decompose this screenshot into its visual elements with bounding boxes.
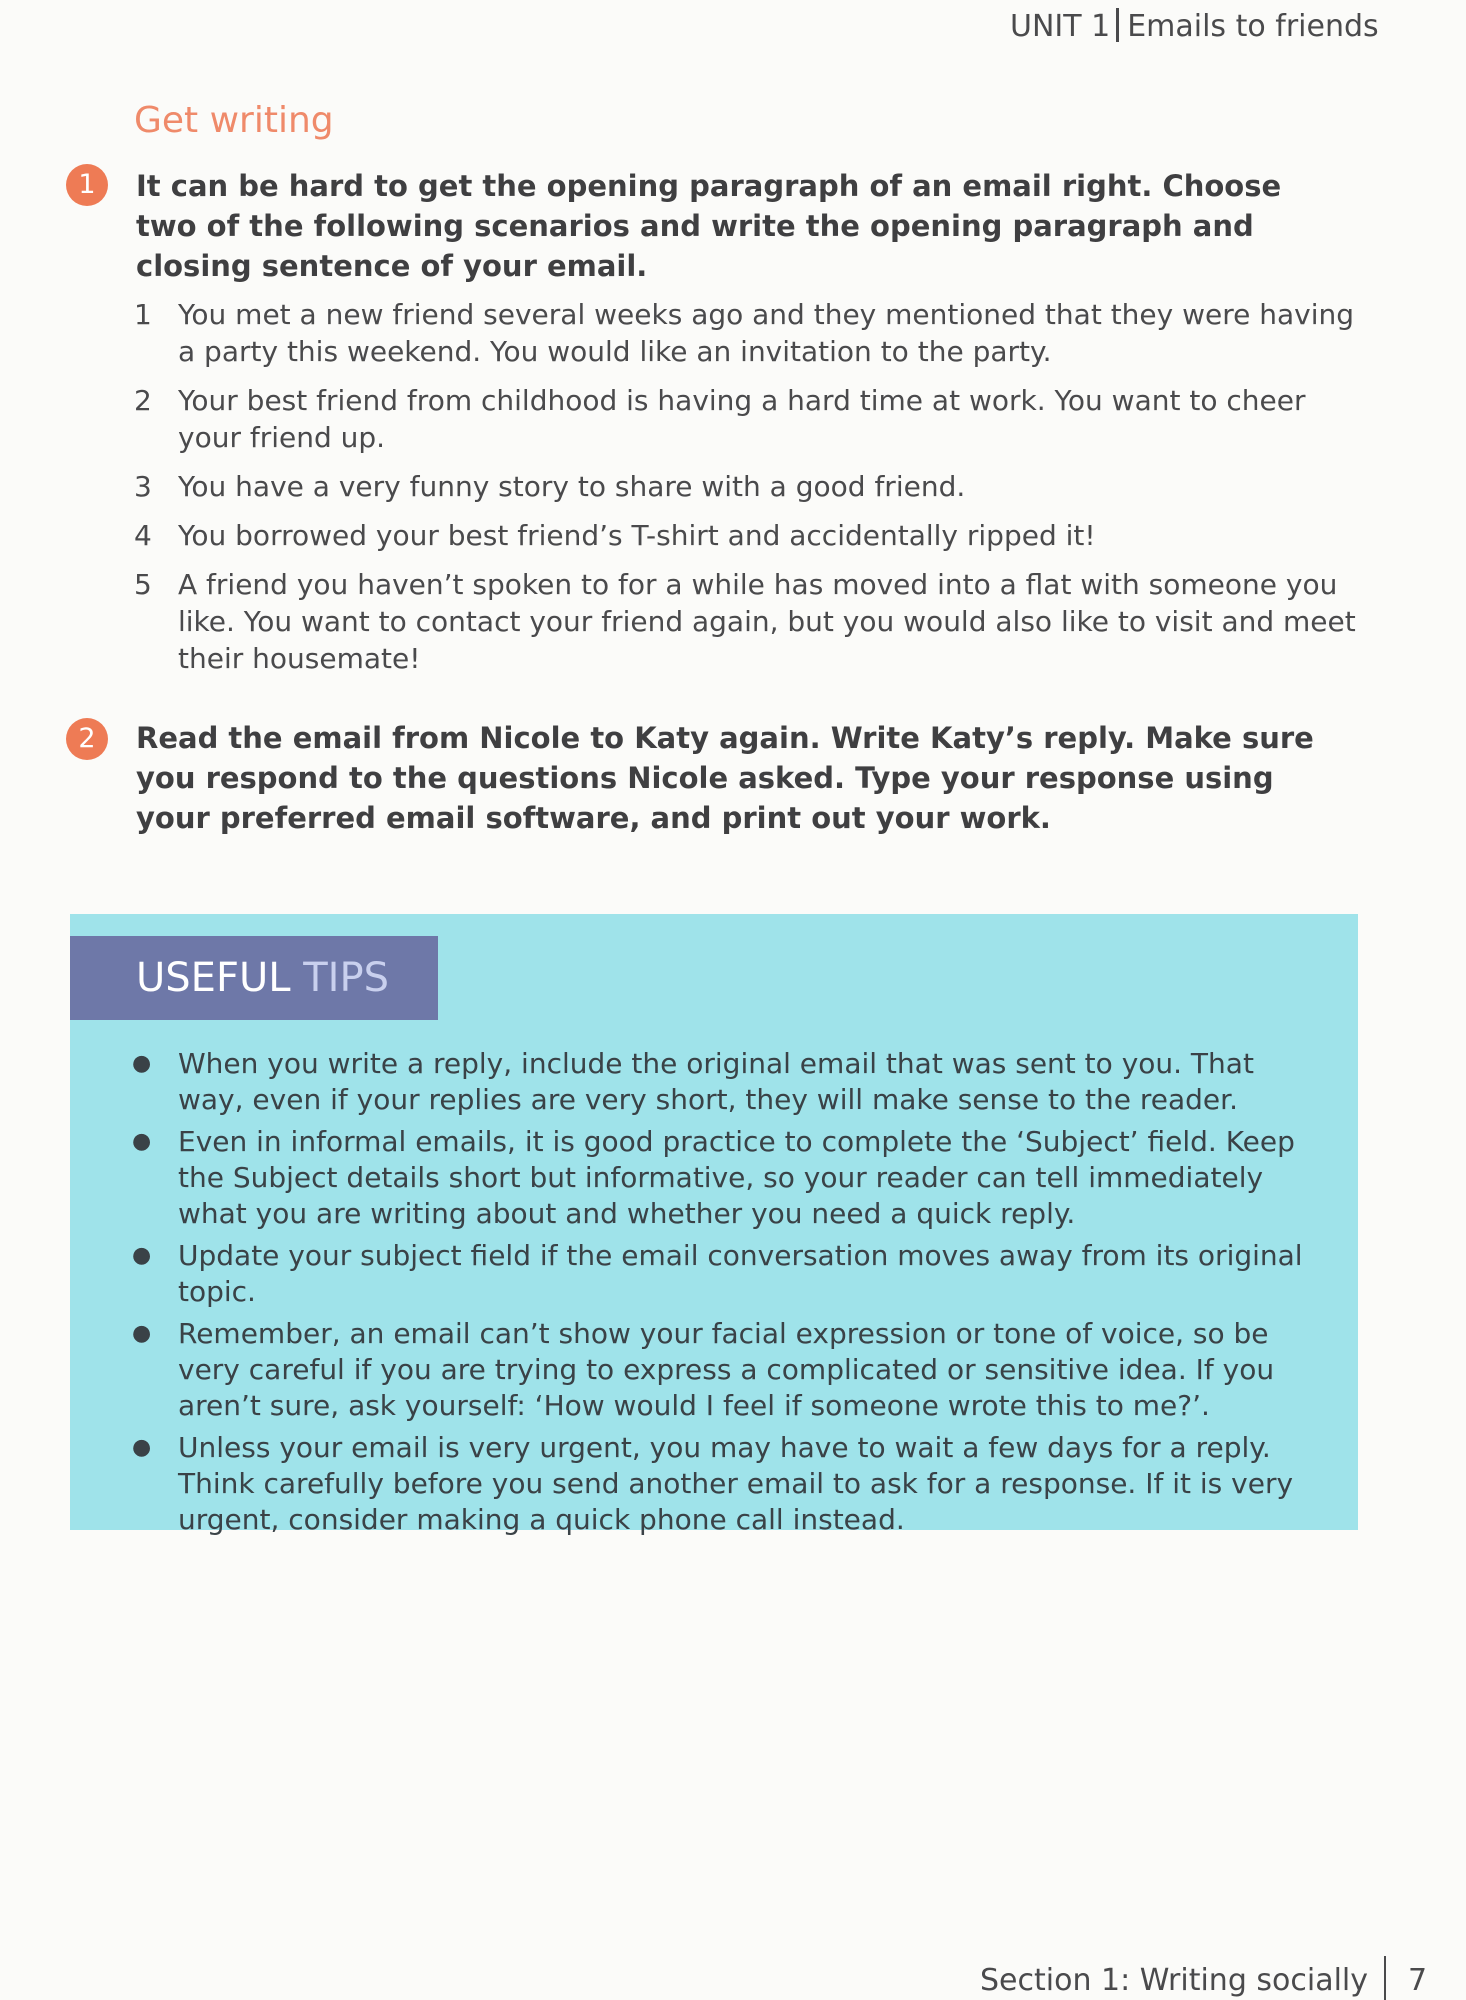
scenario-text: You met a new friend several weeks ago and they mentioned that they were having a party this weekend. You would like an invitation to the party. — [178, 298, 1355, 368]
unit-title: Emails to friends — [1127, 9, 1379, 44]
footer-separator — [1384, 1956, 1386, 2000]
useful-tips-header — [70, 936, 438, 1020]
question-2-badge: 2 — [66, 718, 108, 760]
list-item — [132, 1124, 1322, 1232]
list-item — [134, 296, 1364, 370]
tips-list — [132, 1046, 1322, 1544]
page-number: 7 — [1408, 1963, 1428, 1998]
tips-title-bold: USEFUL — [136, 955, 291, 1001]
list-item — [134, 382, 1364, 456]
scenario-text: A friend you haven’t spoken to for a while has moved into a flat with someone you like. You want to contact your friend again, but you would also like to visit and meet their housemate! — [178, 568, 1356, 675]
tip-text: Update your subject field if the email conversation moves away from its original topic. — [178, 1239, 1303, 1308]
bullet-icon: ● — [132, 1051, 152, 1076]
list-item — [132, 1046, 1322, 1118]
question-1-badge: 1 — [66, 164, 108, 206]
question-2-text: Read the email from Nicole to Katy again. Write Katy’s reply. Make sure you respond to the questions Nicole asked. Type your response using your preferred email software, and print out your work. — [136, 721, 1314, 835]
question-1-text: It can be hard to get the opening paragraph of an email right. Choose two of the following scenarios and write the opening paragraph and closing sentence of your email. — [136, 169, 1282, 283]
header-separator — [1116, 8, 1119, 42]
list-item — [134, 566, 1364, 677]
bullet-icon: ● — [132, 1321, 152, 1346]
scenario-text: Your best friend from childhood is having a hard time at work. You want to cheer your friend up. — [178, 384, 1306, 454]
scenario-number: 3 — [134, 470, 152, 503]
tip-text: When you write a reply, include the original email that was sent to you. That way, even if your replies are very short, they will make sense to the reader. — [178, 1047, 1254, 1116]
scenario-text: You borrowed your best friend’s T-shirt and accidentally ripped it! — [178, 519, 1096, 552]
scenario-number: 4 — [134, 519, 152, 552]
scenario-list — [134, 296, 1364, 689]
scenario-text: You have a very funny story to share with a good friend. — [178, 470, 966, 503]
tip-text: Even in informal emails, it is good practice to complete the ‘Subject’ field. Keep the Subject details short but informative, so your reader can tell immediately what you are writing about and whether you need a quick reply. — [178, 1125, 1295, 1230]
tips-title-light: TIPS — [303, 955, 389, 1001]
useful-tips-box — [70, 914, 1358, 1536]
bullet-icon: ● — [132, 1435, 152, 1460]
list-item — [134, 517, 1364, 554]
list-item — [132, 1430, 1322, 1538]
scenario-number: 5 — [134, 568, 152, 601]
page-footer — [980, 1956, 1427, 2000]
tip-text: Remember, an email can’t show your facial expression or tone of voice, so be very careful if you are trying to express a complicated or sensitive idea. If you aren’t sure, ask yourself: ‘How would I feel if someone wrote this to me?’. — [178, 1317, 1275, 1422]
tip-text: Unless your email is very urgent, you may have to wait a few days for a reply. Think carefully before you send another email to ask for a response. If it is very urgent, consider making a quick phone call instead. — [178, 1431, 1294, 1536]
bullet-icon: ● — [132, 1243, 152, 1268]
unit-header — [1010, 8, 1420, 44]
scenario-number: 2 — [134, 384, 152, 417]
scenario-number: 1 — [134, 298, 152, 331]
unit-label: UNIT 1 — [1010, 9, 1111, 44]
footer-section: Section 1: Writing socially — [980, 1963, 1369, 1998]
bullet-icon: ● — [132, 1129, 152, 1154]
list-item — [132, 1238, 1322, 1310]
section-title: Get writing — [134, 100, 334, 141]
list-item — [132, 1316, 1322, 1424]
list-item — [134, 468, 1364, 505]
